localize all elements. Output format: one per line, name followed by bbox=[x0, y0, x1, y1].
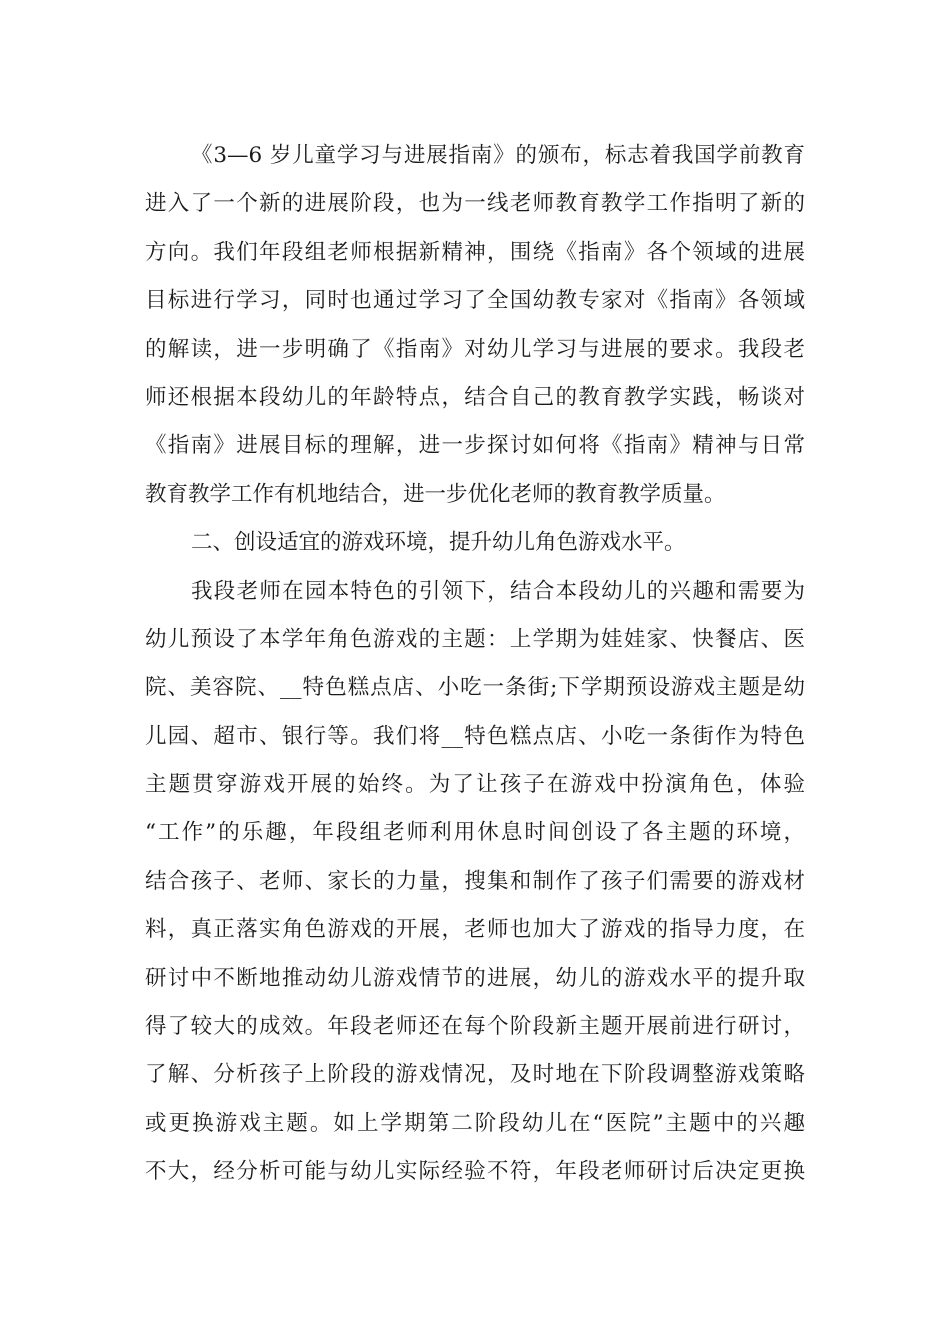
text-line: 了解、分析孩子上阶段的游戏情况，及时地在下阶段调整游戏策略 bbox=[145, 1062, 805, 1088]
text-line: “工作”的乐趣，年段组老师利用休息时间创设了各主题的环境， bbox=[145, 820, 805, 846]
section-heading-text: 二、创设适宜的游戏环境，提升幼儿角色游戏水平。 bbox=[191, 530, 686, 556]
text-line: 的解读，进一步明确了《指南》对幼儿学习与进展的要求。我段老 bbox=[145, 336, 805, 362]
text-line: 教育教学工作有机地结合，进一步优化老师的教育教学质量。 bbox=[145, 481, 726, 507]
text-line: 目标进行学习，同时也通过学习了全国幼教专家对《指南》各领域 bbox=[145, 288, 805, 314]
text-line: 《指南》进展目标的理解，进一步探讨如何将《指南》精神与日常 bbox=[145, 433, 805, 459]
paragraph-guide-intro bbox=[145, 132, 805, 519]
document-body bbox=[145, 132, 805, 1197]
text-line: 得了较大的成效。年段老师还在每个阶段新主题开展前进行研讨， bbox=[145, 1014, 805, 1040]
text-line: 主题贯穿游戏开展的始终。为了让孩子在游戏中扮演角色，体验 bbox=[145, 772, 805, 798]
text-line: 幼儿预设了本学年角色游戏的主题：上学期为娃娃家、快餐店、医 bbox=[145, 626, 805, 652]
text-line: 《3—6 岁儿童学习与进展指南》的颁布，标志着我国学前教育 bbox=[191, 143, 805, 168]
text-line: 研讨中不断地推动幼儿游戏情节的进展，幼儿的游戏水平的提升取 bbox=[145, 965, 805, 991]
text-line: 结合孩子、老师、家长的力量，搜集和制作了孩子们需要的游戏材 bbox=[145, 868, 805, 894]
text-line: 或更换游戏主题。如上学期第二阶段幼儿在“医院”主题中的兴趣 bbox=[145, 1110, 805, 1136]
text-line: 料，真正落实角色游戏的开展，老师也加大了游戏的指导力度，在 bbox=[145, 917, 805, 943]
text-line: 儿园、超市、银行等。我们将__特色糕点店、小吃一条街作为特色 bbox=[145, 723, 805, 749]
text-line: 师还根据本段幼儿的年龄特点，结合自己的教育教学实践，畅谈对 bbox=[145, 384, 805, 410]
text-line: 进入了一个新的进展阶段，也为一线老师教育教学工作指明了新的 bbox=[145, 191, 805, 217]
text-line: 院、美容院、__特色糕点店、小吃一条街;下学期预设游戏主题是幼 bbox=[145, 675, 805, 701]
section-heading bbox=[145, 519, 805, 567]
text-line: 不大，经分析可能与幼儿实际经验不符，年段老师研讨后决定更换 bbox=[145, 1159, 805, 1185]
paragraph-game-environment bbox=[145, 568, 805, 1197]
text-line: 我段老师在园本特色的引领下，结合本段幼儿的兴趣和需要为 bbox=[191, 578, 805, 604]
text-line: 方向。我们年段组老师根据新精神，围绕《指南》各个领域的进展 bbox=[145, 239, 805, 265]
